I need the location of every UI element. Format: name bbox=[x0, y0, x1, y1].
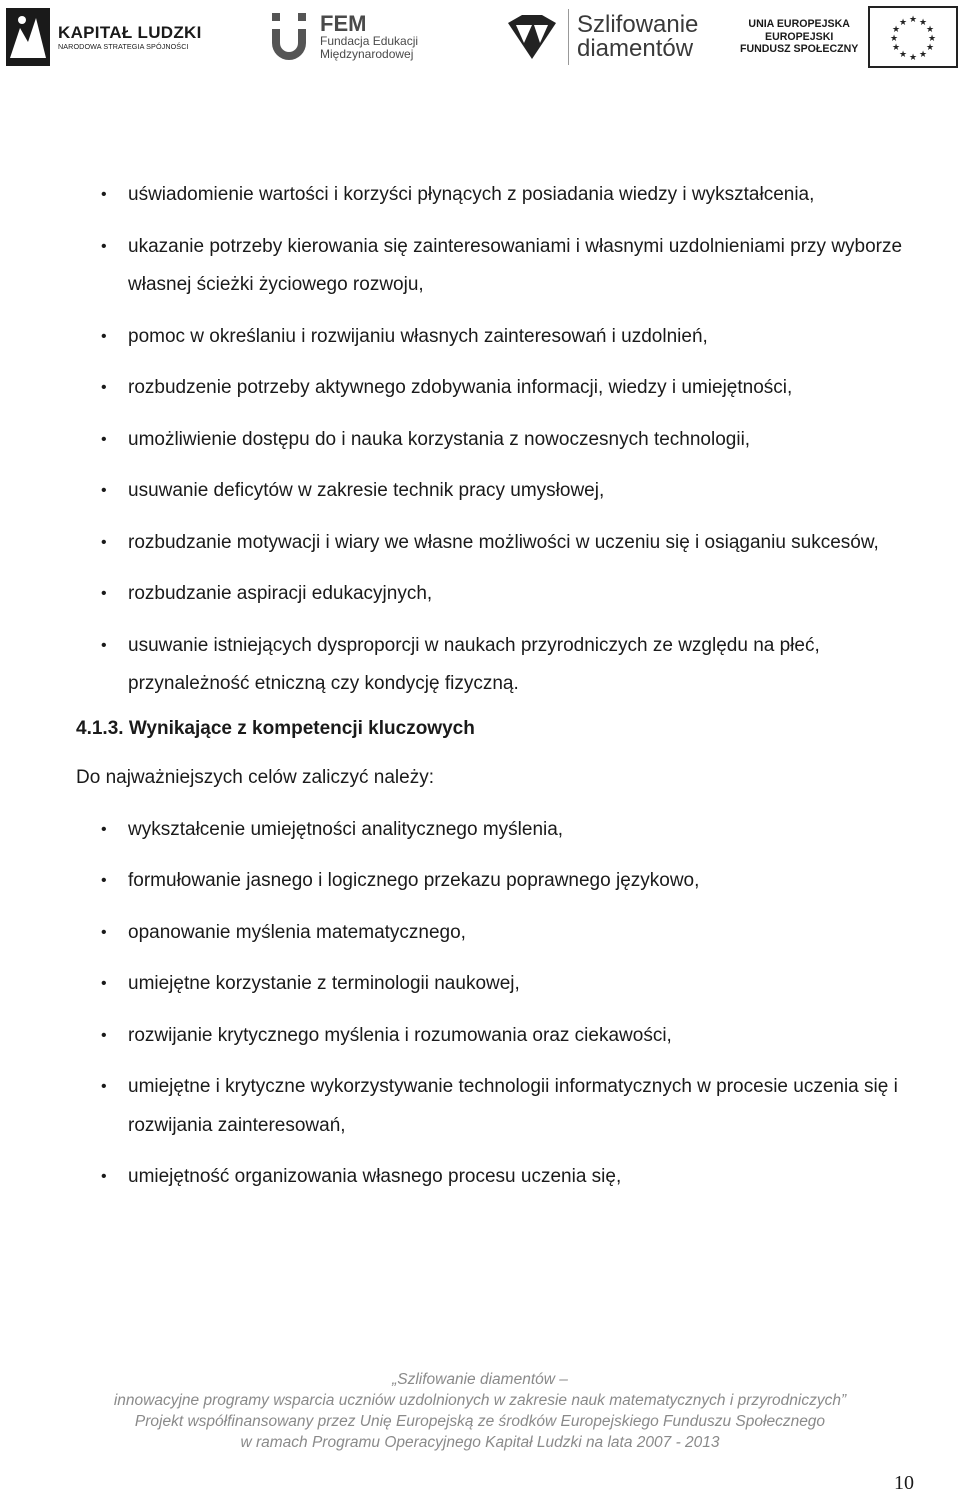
footer-line1: „Szlifowanie diamentów – bbox=[392, 1371, 568, 1388]
footer-line3: Projekt współfinansowany przez Unię Europejską ze środków Europejskiego Funduszu Społecznego bbox=[134, 1413, 826, 1430]
list-item: • umiejętność organizowania własnego procesu uczenia się, bbox=[76, 1158, 916, 1197]
list-item: • opanowanie myślenia matematycznego, bbox=[76, 914, 916, 953]
goals-list-2 bbox=[76, 811, 916, 1197]
svg-text:★: ★ bbox=[909, 53, 918, 63]
svg-text:★: ★ bbox=[926, 25, 935, 35]
fem-emblem-icon bbox=[270, 9, 312, 65]
footer-line2: innowacyjne programy wsparcia uczniów uzdolnionych w zakresie nauk matematycznych i przyrodniczych” bbox=[113, 1392, 847, 1409]
list-item: • umiejętne korzystanie z terminologii naukowej, bbox=[76, 965, 916, 1004]
list-item: • rozbudzanie aspiracji edukacyjnych, bbox=[76, 575, 916, 614]
svg-text:★: ★ bbox=[892, 25, 901, 35]
list-item: • uświadomienie wartości i korzyści płynących z posiadania wiedzy i wykształcenia, bbox=[76, 176, 916, 215]
footer-line4: w ramach Programu Operacyjnego Kapitał Ludzki na lata 2007 - 2013 bbox=[240, 1434, 720, 1451]
list-item: • formułowanie jasnego i logicznego przekazu poprawnego językowo, bbox=[76, 862, 916, 901]
logo-divider bbox=[568, 9, 569, 65]
svg-text:★: ★ bbox=[926, 43, 935, 53]
svg-text:★: ★ bbox=[899, 50, 908, 60]
list-item: • rozbudzenie potrzeby aktywnego zdobywania informacji, wiedzy i umiejętności, bbox=[76, 369, 916, 408]
list-item: • pomoc w określaniu i rozwijaniu własnych zainteresowań i uzdolnień, bbox=[76, 318, 916, 357]
list-item: • rozbudzanie motywacji i wiary we własne możliwości w uczeniu się i osiąganiu sukcesów, bbox=[76, 524, 916, 563]
eu-logo bbox=[740, 4, 958, 70]
list-item: • umożliwienie dostępu do i nauka korzystania z nowoczesnych technologii, bbox=[76, 421, 916, 460]
list-item: • usuwanie deficytów w zakresie technik pracy umysłowej, bbox=[76, 472, 916, 511]
diamond-emblem-icon bbox=[504, 9, 560, 65]
eu-line1: UNIA EUROPEJSKA bbox=[748, 18, 850, 31]
svg-text:★: ★ bbox=[909, 15, 918, 25]
kapital-ludzki-logo bbox=[6, 4, 202, 70]
list-item: • rozwijanie krytycznego myślenia i rozumowania oraz ciekawości, bbox=[76, 1017, 916, 1056]
document-body bbox=[76, 176, 916, 1210]
svg-text:★: ★ bbox=[928, 34, 937, 44]
svg-text:★: ★ bbox=[899, 18, 908, 28]
goals-list-1 bbox=[76, 176, 916, 704]
kapital-ludzki-name: KAPITAŁ LUDZKI bbox=[58, 22, 202, 42]
list-item: • umiejętne i krytyczne wykorzystywanie technologii informatycznych w procesie uczenia się i rozwijania zainteresowań, bbox=[76, 1068, 916, 1145]
project-name-line2: diamentów bbox=[577, 35, 694, 62]
eu-line2: EUROPEJSKI bbox=[765, 30, 834, 43]
eu-flag-icon bbox=[868, 6, 958, 68]
list-item: • ukazanie potrzeby kierowania się zainteresowaniami i własnymi uzdolnieniami przy wyborze własnej ścieżki życiowego rozwoju, bbox=[76, 228, 916, 305]
fem-line1: Fundacja Edukacji bbox=[320, 34, 419, 48]
svg-text:★: ★ bbox=[919, 50, 928, 60]
kapital-ludzki-subtitle: NARODOWA STRATEGIA SPÓJNOŚCI bbox=[58, 41, 189, 51]
eu-line3: FUNDUSZ SPOŁECZNY bbox=[740, 43, 859, 56]
szlifowanie-diamentow-logo bbox=[504, 4, 698, 70]
svg-text:★: ★ bbox=[892, 43, 901, 53]
fem-name: FEM bbox=[320, 11, 367, 36]
fem-logo bbox=[270, 4, 418, 70]
section-intro: Do najważniejszych celów zaliczyć należy: bbox=[76, 767, 434, 788]
page-number: 10 bbox=[894, 1472, 914, 1494]
logo-bar bbox=[0, 0, 960, 80]
kapital-ludzki-emblem-icon bbox=[6, 8, 50, 66]
section-heading: 4.1.3. Wynikające z kompetencji kluczowych bbox=[76, 717, 475, 739]
list-item: • wykształcenie umiejętności analitycznego myślenia, bbox=[76, 811, 916, 850]
fem-line2: Międzynarodowej bbox=[320, 47, 414, 61]
list-item: • usuwanie istniejących dysproporcji w naukach przyrodniczych ze względu na płeć, przynależność etniczną czy kondycję fizyczną. bbox=[76, 627, 916, 704]
page-footer bbox=[0, 1369, 960, 1453]
project-name-line1: Szlifowanie bbox=[577, 11, 699, 38]
svg-text:★: ★ bbox=[890, 34, 899, 44]
svg-text:★: ★ bbox=[919, 18, 928, 28]
